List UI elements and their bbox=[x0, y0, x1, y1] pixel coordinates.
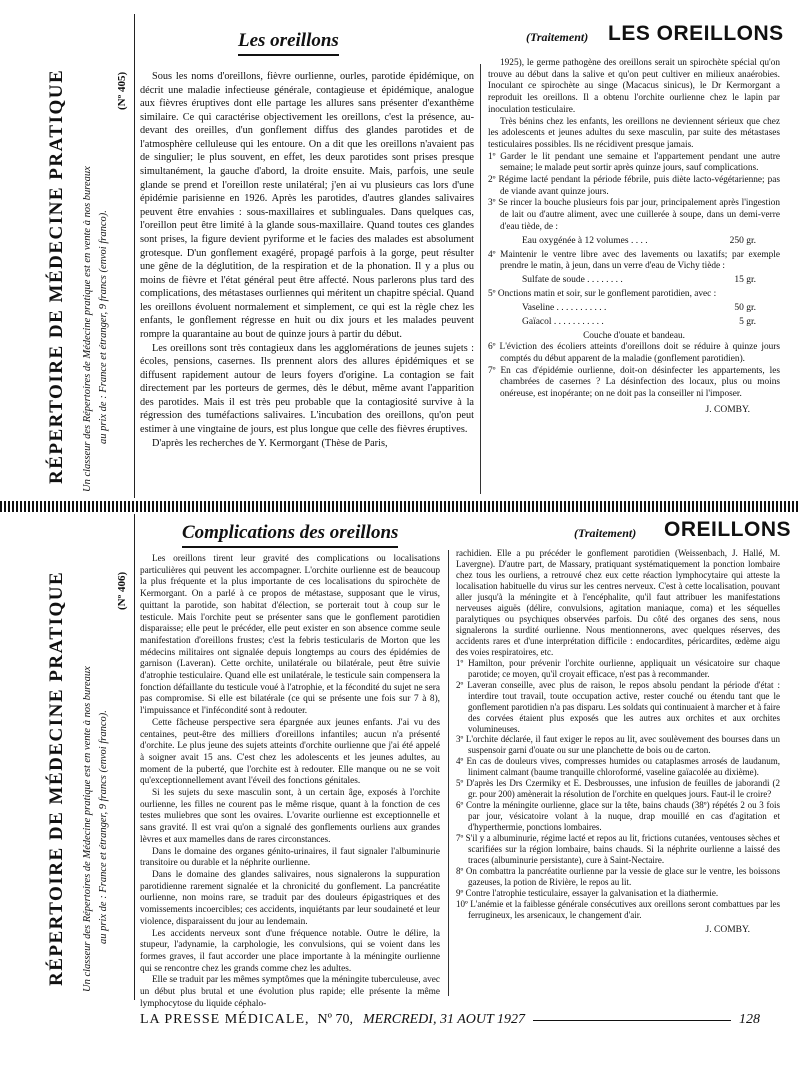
prescription-line: Eau oxygénée à 12 volumes . . . . 250 gr. bbox=[522, 235, 756, 246]
list-item: 7º S'il y a albuminurie, régime lacté et repos au lit, frictions cutanées, ventouses sèches et scarifiées sur la région lombaire, bains chauds. Si la néphrite ourlienne a laissé des traces (albuminurie persistante), cure à Saint-Nectaire. bbox=[456, 833, 780, 866]
list-item: 5º D'après les Drs Czermiky et E. Desbrousses, une infusion de feuilles de jaborandi (2 gr. pour 200) amènerait la résolution de l'orchite en quelques jours. Faut-il le croire? bbox=[456, 778, 780, 800]
list-item: 4º En cas de douleurs vives, compresses humides ou cataplasmes arrosés de laudanum, liniment calmant (baume tranquille chloroformé, vaseline gaïacolée au dixième). bbox=[456, 756, 780, 778]
column-right bbox=[456, 548, 780, 998]
list-item: 1º Garder le lit pendant une semaine et l'appartement pendant une autre semaine; le malade peut sortir après quinze jours, sauf complications. bbox=[488, 151, 780, 174]
perforation-divider bbox=[0, 501, 800, 512]
column-left bbox=[140, 70, 474, 498]
sidebar-subtitle-line1: Un classeur des Répertoires de Médecine pratique est en vente à nos bureaux bbox=[82, 666, 93, 992]
paragraph: Couche d'ouate et bandeau. bbox=[583, 330, 685, 341]
signature: J. COMBY. bbox=[705, 924, 750, 935]
list-item: 10º L'anémie et la faiblesse générale consécutives aux oreillons seront combattues par les ferrugineux, les arsenicaux, le changement d'air. bbox=[456, 899, 780, 920]
list-item: 6º L'éviction des écoliers atteints d'oreillons doit se réduire à quinze jours comptés du début apparent de la maladie (gonflement parotidien). bbox=[488, 342, 780, 364]
paragraph: Sous les noms d'oreillons, fièvre ourlienne, ourles, parotide épidémique, on décrit une maladie infectieuse générale, contagieuse et épidémique, analogue aux fièvres éruptives dont elle partage les allures sans présenter d'exanthème similaire. Ce qui caractérise objectivement les oreillons, c'est la présence, au-devant des oreilles, d'un gonflement diffus des glandes parotides et de l'atmosphère celluleuse qui les entoure. On a dit que les oreillons n'avaient pas de singulier; le plus souvent, en effet, les deux parotides sont prises presque simultanément, la gauche d'abord, la droite ensuite. Mais, parfois, une seule glande se prend et l'oreillon reste unilatéral; j'en ai vu plusieurs cas lors d'une épidémie parisienne en 1926. Après les parotides, d'autres glandes salivaires peuvent être envahies : sous-maxillaires et sublinguales. Dans quelques cas, l'oreillon peut être limité à la glande sous-maxillaire. Quand toutes ces glandes sont prises, la figure devient pyriforme et le facies des malades est absolument grotesque. D'un gonflement exagéré, propagé parfois à la gorge, peut résulter une gêne de la déglutition, de la respiration et de la phonation. Il y a plus ou moins de fièvre et l'état général peut être affecté. Nous parlerons plus tard des complications, des métastases ourliennes qui méritent un chapitre spécial. Quand les oreillons évoluent normalement et simplement, ce qui est la règle chez les enfants, le gonflement régresse en huit ou dix jours et les malades peuvent rompre la quarantaine au bout de quinze jours à partir du début. bbox=[140, 71, 474, 340]
footer-rule bbox=[533, 1020, 731, 1021]
list-item: 4º Maintenir le ventre libre avec des lavements ou laxatifs; par exemple prendre le matin, à jeun, dans un verre d'eau de Vichy tiède : bbox=[488, 249, 780, 272]
treatment-label: (Traitement) bbox=[574, 526, 637, 540]
big-title: LES OREILLONS bbox=[608, 22, 784, 45]
sidebar-title: RÉPERTOIRE DE MÉDECINE PRATIQUE bbox=[46, 570, 67, 986]
paragraph: Si les sujets du sexe masculin sont, à un certain âge, exposés à l'orchite ourlienne, les filles ne courent pas le même risque, quant à la fonction de ces testes muliebres que sont les ovaires. L'ovarite ourlienne est exceptionnelle et sans gravité. Il est vrai qu'on a signalé des gonflements ourliens aux grandes lèvres et aux mamelles dans de rares circonstances. bbox=[140, 788, 440, 845]
paragraph: Les oreillons tirent leur gravité des complications ou localisations particulières qui peuvent les accompagner. L'orchite ourlienne est de beaucoup la plus fréquente et la plus importante de ces localisations du spirochète de Kermorgant. On a parlé à ce propos de métastase, supposant que le virus, quittant la parotide, son habitat d'élection, se porterait tout à coup sur le testicule. Mais l'orchite peut se présenter sans que le gonflement parotidien disparaisse; elle peut le précéder, elle peut exister en son absence comme seule manifestation d'oreillons frustes; c'est la febris testicularis de Morton que les médecins militaires ont signalée depuis longtemps au cours des épidémies de garnison (Laveran). Cette orchite, unilatérale ou bilatérale, peut être suivie d'atrophie testiculaire. Quand elle est unilatérale, le testicule sain compensera la fonction défaillante du testicule voué à l'atrophie, et la fécondité du sujet ne sera pas compromise. Si elle est bilatérale (ce qui se présente une fois sur 7 à 8), l'impuissance et l'infécondité sont à redouter. bbox=[140, 554, 440, 717]
repertoire-card-406 bbox=[16, 514, 792, 1009]
paragraph: 1925), le germe pathogène des oreillons serait un spirochète spécial qu'on trouve au début dans la salive et qu'on peut cultiver en milieux anaérobies. Inoculant ce spirochète au singe (Macacus sinicus), le Dr Kermorgant a reproduit les oreillons. Il a obtenu l'orchite ourlienne chez le lapin par inoculation testiculaire. bbox=[488, 58, 780, 115]
sidebar-number: (Nº 405) bbox=[116, 71, 128, 110]
list-item: 7º En cas d'épidémie ourlienne, doit-on désinfecter les appartements, les chambrées de casernes ? La désinfection des locaux, plus ou moins onéreuse, est inopérante; on ne doit pas la conseiller ni l'imposer. bbox=[488, 365, 780, 400]
paragraph: D'après les recherches de Y. Kermorgant (Thèse de Paris, bbox=[152, 437, 388, 449]
paragraph: Elle se traduit par les mêmes symptômes que la méningite tuberculeuse, avec un début plus brutal et une évolution plus rapide; elle présente la même lymphocytose du liquide céphalo- bbox=[140, 975, 440, 1009]
prescription-line: Gaïacol . . . . . . . . . . . 5 gr. bbox=[522, 316, 756, 327]
paragraph: Les accidents nerveux sont d'une fréquence notable. Outre le délire, la stupeur, l'adynamie, la carphologie, les convulsions, qui se voient dans les formes graves, il faut accorder une place importante à la méningite ourlienne qui se rencontre chez les grands comme chez les adultes. bbox=[140, 928, 440, 974]
list-item: 2º Laveran conseille, avec plus de raison, le repos absolu pendant la période d'état : interdire tout travail, toute occupation active, rester couché ou étendu tant que le gonflement parotidien n'a pas disparu. Les soldats qui continuaient à marcher et à faire des corvées étaient plus exposés que les autres aux orchites et aux orchites volumineuses. bbox=[456, 679, 781, 734]
issue-date: MERCREDI, 31 AOUT 1927 bbox=[362, 1012, 526, 1027]
journal-name: LA PRESSE MÉDICALE, bbox=[140, 1012, 310, 1027]
page-footer bbox=[140, 1012, 760, 1028]
column-left bbox=[140, 554, 440, 1009]
column-right bbox=[488, 58, 780, 498]
issue-number: Nº 70, bbox=[317, 1012, 353, 1027]
sidebar-number: (Nº 406) bbox=[116, 571, 128, 610]
sidebar-subtitle-line2: au prix de : France et étranger, 9 francs (envoi franco). bbox=[98, 710, 109, 944]
list-item: 8º On combattra la pancréatite ourlienne par la vessie de glace sur le ventre, les boissons gazeuses, la potion de Rivière, le repos au lit. bbox=[456, 866, 780, 888]
prescription-line: Sulfate de soude . . . . . . . . 15 gr. bbox=[522, 274, 756, 285]
treatment-label: (Traitement) bbox=[526, 30, 589, 44]
paragraph: Dans le domaine des organes génito-urinaires, il faut signaler l'albuminurie transitoire ou durable et la néphrite ourlienne. bbox=[140, 846, 440, 869]
column-divider bbox=[480, 64, 481, 494]
card-title: Complications des oreillons bbox=[182, 522, 398, 548]
page-number: 128 bbox=[739, 1012, 760, 1027]
paragraph: rachidien. Elle a pu précéder le gonflement parotidien (Weissenbach, J. Hallé, M. Lavergne). D'autre part, de Massary, pratiquant systématiquement la ponction lombaire chez tous les ourliens, a retrouvé chez eux cette réaction lymphocytaire qui atteste la localisation habituelle du virus sur les centres nerveux. C'est à cette localisation, pouvant aller jusqu'à la méningite et à l'encéphalite, qu'il faut attribuer les manifestations nerveuses aiguës (délire, convulsions, agitation maniaque, coma) et les séquelles paralytiques ou psychiques observées parfois. Du côté des organes des sens, nous signalerons la surdité ourlienne. Nous mentionnerons, avec quelques réserves, des accidents rares et d'une interprétation difficile : endocardites, péricardites, œdème aigu des voies respiratoires, etc. bbox=[456, 548, 780, 657]
prescription-line: Vaseline . . . . . . . . . . . 50 gr. bbox=[522, 302, 756, 313]
sidebar-title: RÉPERTOIRE DE MÉDECINE PRATIQUE bbox=[46, 68, 67, 484]
signature: J. COMBY. bbox=[705, 404, 750, 415]
sidebar-subtitle-line1: Un classeur des Répertoires de Médecine pratique est en vente à nos bureaux bbox=[82, 166, 93, 492]
card-sidebar bbox=[16, 14, 135, 498]
column-divider bbox=[448, 550, 449, 996]
paragraph: Les oreillons sont très contagieux dans les agglomérations de jeunes sujets : écoles, pensions, casernes. Ils prennent alors des allures épidémiques et se diffusent rapidement autour de leurs foyers d'origine. La contagion se fait directement par les porteurs de germes, dès le début, même avant l'apparition des parotides. Mais il est très peu probable que la contagiosité survive à la régression des tuméfactions salivaires. L'incubation des oreillons, qu'on peut estimer à une vingtaine de jours, est plus longue que celle des fièvres éruptives. bbox=[140, 342, 474, 436]
list-item: 3º Se rincer la bouche plusieurs fois par jour, principalement après l'ingestion de lait ou d'autre aliment, avec une cuillerée à soupe, dans un demi-verre d'eau tiède, de : bbox=[488, 198, 780, 232]
list-item: 3º L'orchite déclarée, il faut exiger le repos au lit, avec soulèvement des bourses dans un suspensoir garni d'ouate ou sur une planchette de bois ou de carton. bbox=[456, 734, 780, 756]
list-item: 9º Contre l'atrophie testiculaire, essayer la galvanisation et la diathermie. bbox=[456, 888, 719, 899]
list-item: 2º Régime lacté pendant la période fébrile, puis diète lacto-végétarienne; pas de viande avant quinze jours. bbox=[488, 175, 780, 197]
paragraph: Très bénins chez les enfants, les oreillons ne deviennent sérieux que chez les adolescents et jeunes adultes du sexe masculin, par suite des métastases testiculaires possibles. Ils ne récidivent presque jamais. bbox=[488, 116, 780, 150]
list-item: 6º Contre la méningite ourlienne, glace sur la tête, bains chauds (38º) répétés 2 ou 3 fois par jour, vésicatoire volant à la nuque, drap mouillé en cas d'agitation et d'hyperthermie, ponctions lombaires. bbox=[456, 800, 780, 833]
card-sidebar bbox=[16, 514, 135, 1000]
paragraph: Dans le domaine des glandes salivaires, nous signalerons la suppuration parotidienne rarement signalée et la chronicité du gonflement. La pancréatite ourlienne, non moins rare, se traduit par des douleurs épigastriques et des vomissements incoercibles; ces accidents, inquiétants par leur soudaineté et leur violence, disparaissent du jour au lendemain. bbox=[140, 869, 440, 927]
list-item: 1º Hamilton, pour prévenir l'orchite ourlienne, appliquait un vésicatoire sur chaque parotide; ce moyen, qu'il croyait efficace, n'est pas à recommander. bbox=[456, 657, 780, 679]
sidebar-subtitle-line2: au prix de : France et étranger, 9 francs (envoi franco). bbox=[98, 210, 109, 444]
list-item: 5º Onctions matin et soir, sur le gonflement parotidien, avec : bbox=[488, 288, 717, 299]
paragraph: Cette fâcheuse perspective sera épargnée aux jeunes enfants. J'ai vu des centaines, peut-être des milliers d'oreillons infantiles; aucun n'a présenté d'orchite. Le plus jeune des sujets atteints d'orchite ourlienne que j'ai été appelé à soigner avait 15 ans. C'est chez les adolescents et les jeunes adultes, au moment de la puberté, que l'orchite est à redouter. Elle manque ou ne se voit qu'exceptionnellement avant l'éveil des fonctions génitales. bbox=[140, 717, 440, 787]
card-title: Les oreillons bbox=[238, 30, 339, 56]
big-title: OREILLONS bbox=[664, 518, 792, 541]
repertoire-card-405 bbox=[16, 14, 784, 498]
